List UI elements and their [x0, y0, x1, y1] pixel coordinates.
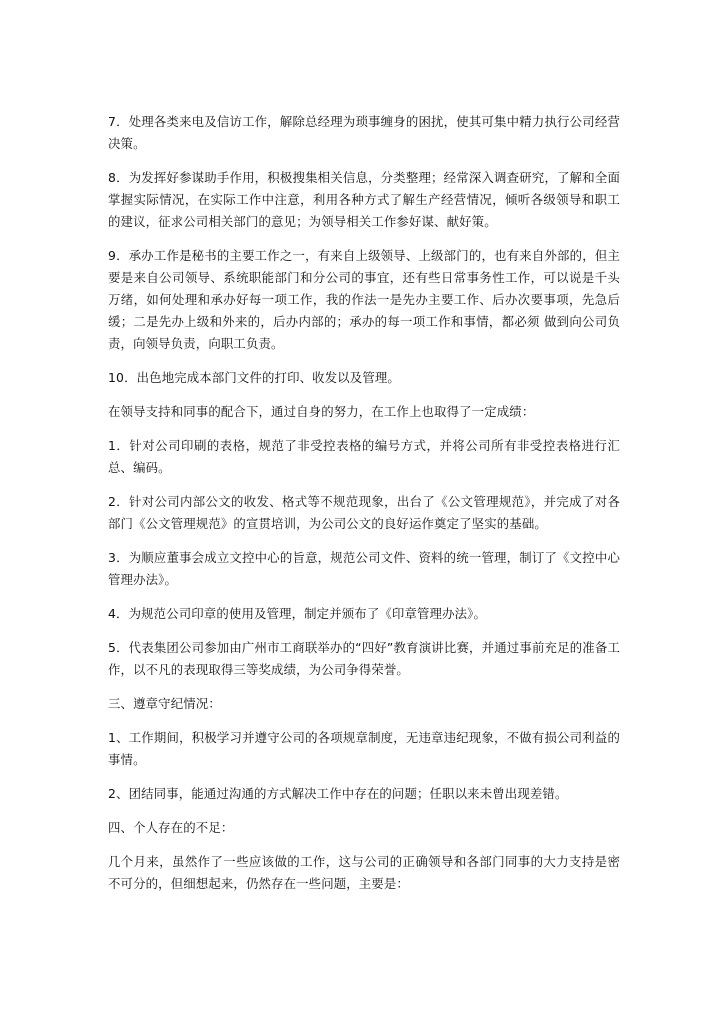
section-heading-discipline: 三、遵章守纪情况： [108, 696, 221, 711]
paragraph-achievement-1: 1．针对公司印刷的表格，规范了非受控表格的编号方式，并将公司所有非受控表格进行汇总、编码。 [108, 438, 620, 475]
paragraph-item-9: 9．承办工作是秘书的主要工作之一，有来自上级领导、上级部门的，也有来自外部的，但主要是来自公司领导、系统职能部门和分公司的事宜，还有些日常事务性工作，可以说是千头万绪，如何处理和承办好每一项工作，我的作法一是先办主要工作、后办次要事项，先急后缓；二是先办上级和外来的，后办内部的；承办的每一项工作和事情，都必须 做到向公司负责，向领导负责，向职工负责。 [108, 248, 620, 351]
paragraph-item-10: 10．出色地完成本部门文件的打印、收发以及管理。 [108, 370, 400, 385]
document-body [108, 111, 620, 907]
paragraph-item-8: 8．为发挥好参谋助手作用，积极搜集相关信息，分类整理；经常深入调查研究，了解和全面掌握实际情况，在实际工作中注意，利用各种方式了解生产经营情况，倾听各级领导和职工的建议，征求公司相关部门的意见；为领导相关工作参好谋、献好策。 [108, 170, 620, 229]
paragraph-achievement-4: 4．为规范公司印章的使用及管理，制定并颁布了《印章管理办法》。 [108, 606, 487, 621]
paragraph-achievements-intro: 在领导支持和同事的配合下，通过自身的努力，在工作上也取得了一定成绩： [108, 404, 535, 419]
paragraph-discipline-2: 2、团结同事，能通过沟通的方式解决工作中存在的问题；任职以来未曾出现差错。 [108, 786, 568, 801]
section-heading-shortcomings: 四、个人存在的不足： [108, 820, 234, 835]
paragraph-item-7: 7．处理各类来电及信访工作，解除总经理为琐事缠身的困扰，使其可集中精力执行公司经营决策。 [108, 114, 620, 151]
paragraph-achievement-2: 2．针对公司内部公文的收发、格式等不规范现象，出台了《公文管理规范》，并完成了对各部门《公文管理规范》的宣贯培训，为公司公文的良好运作奠定了坚实的基础。 [108, 494, 620, 531]
paragraph-achievement-3: 3．为顺应董事会成立文控中心的旨意，规范公司文件、资料的统一管理，制订了《文控中心管理办法》。 [108, 550, 620, 587]
paragraph-shortcomings-intro: 几个月来，虽然作了一些应该做的工作，这与公司的正确领导和各部门同事的大力支持是密不可分的，但细想起来，仍然存在一些问题，主要是： [108, 854, 620, 891]
paragraph-achievement-5: 5．代表集团公司参加由广州市工商联举办的“四好”教育演讲比赛，并通过事前充足的准备工作，以不凡的表现取得三等奖成绩，为公司争得荣誉。 [108, 640, 620, 677]
paragraph-discipline-1: 1、工作期间，积极学习并遵守公司的各项规章制度，无违章违纪现象，不做有损公司利益的事情。 [108, 730, 620, 767]
